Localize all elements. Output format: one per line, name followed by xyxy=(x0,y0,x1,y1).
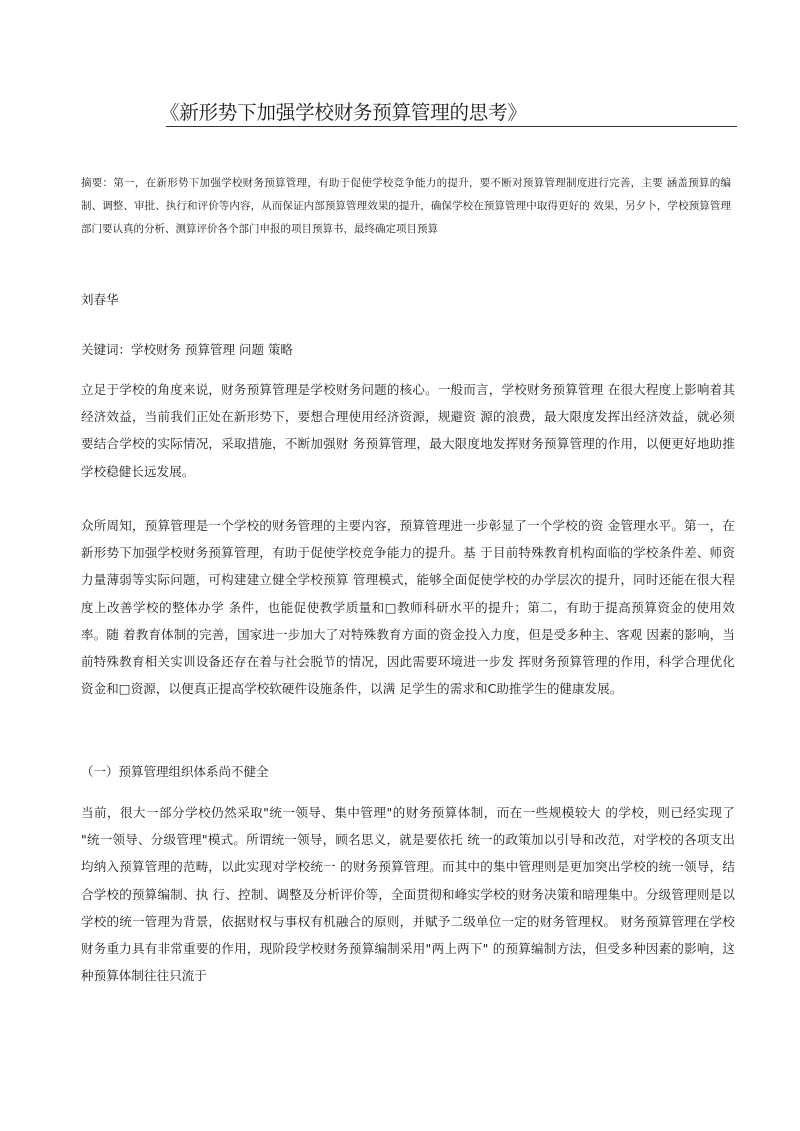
keywords-line: 关键词：学校财务 预算管理 问题 策略 xyxy=(81,342,293,357)
title-underline xyxy=(166,126,737,127)
abstract-paragraph: 摘要：第一，在新形势下加强学校财务预算管理，有助于促使学校竞争能力的提升，要不断对预算管理制度进行完善，主要 涵盖预算的编制、调整、审批、执行和评价等内容，从而保证内部预算管理效果的提升，确保学校在预算管理中取得更好的 效果，另夕卜，学校预算管理部门要认真的分析、测算评价各个部门申报的项目预算书，最终确定项目预算 xyxy=(81,177,731,235)
document-title: 《新形势下加强学校财务预算管理的思考》 xyxy=(160,101,527,124)
body-paragraph-1: 立足于学校的角度来说，财务预算管理是学校财务问题的核心。一般而言，学校财务预算管理 在很大程度上影响着其经济效益，当前我们正处在新形势下，要想合理使用经济资源，规避资 源的浪费，最大限度发挥出经济效益，就必须要结合学校的实际情况，采取措施，不断加强财 务预算管理，最大限度地发挥财务预算管理的作用，以便更好地助推学校稳健长远发展。 xyxy=(81,382,735,479)
body-paragraph-2: 众所周知，预算管理是一个学校的财务管理的主要内容，预算管理进一步彰显了一个学校的资 金管理水平。第一，在新形势下加强学校财务预算管理，有助于促使学校竞争能力的提升。基 于目前特殊教育机构面临的学校条件差、师资力量薄弱等实际问题，可构建建立健全学校预算 管理模式，能够全面促使学校的办学层次的提升，同时还能在很大程度上改善学校的整体办学 条件，也能促使教学质量和□教师科研水平的提升；第二，有助于提高预算资金的使用效率。随 着教育体制的完善，国家进一步加大了对特殊教育方面的资金投入力度，但是受多种主、客观 因素的影响，当前特殊教育相关实训设备还存在着与社会脱节的情况，因此需要环境进一步发 挥财务预算管理的作用，科学合理优化资金和□资源，以便真正提高学校软硬件设施条件，以满 足学生的需求和C助推学生的健康发展。 xyxy=(81,518,735,697)
author-name: 刘春华 xyxy=(81,292,119,307)
section-heading: （一）预算管理组织体系尚不健全 xyxy=(81,764,269,779)
body-paragraph-3: 当前，很大一部分学校仍然采取"统一领导、集中管理"的财务预算体制，而在一些规模较大 的学校，则已经实现了 "统一领导、分级管理"模式。所谓统一领导，顾名思义，就是要依托 统一的政策加以引导和改范，对学校的各项支出均纳入预算管理的范畴，以此实现对学校统一 的财务预算管理。而其中的集中管理则是更加突出学校的统一领导，结合学校的预算编制、执 行、控制、调整及分析评价等，全面贯彻和峰实学校的财务决策和暗理集中。分级管理则是以 学校的统一管理为背景，依据财权与事权有机融合的原则，并赋予二级单位一定的财务管理权。 财务预算管理在学校财务重力具有非常重要的作用，现阶段学校财务预算编制采用"两上两下" 的预算编制方法，但受多种因素的影响，这种预算体制往往只流于 xyxy=(81,805,735,984)
